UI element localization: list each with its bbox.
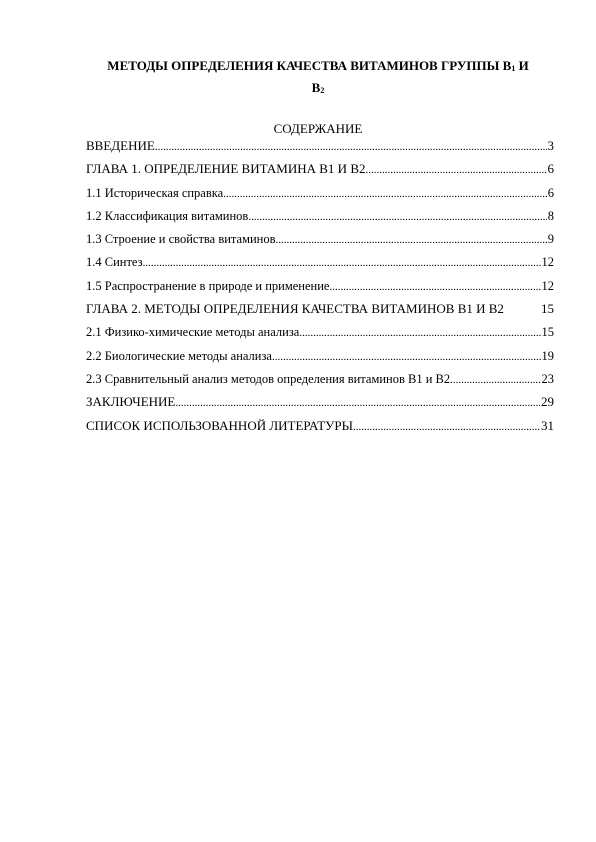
toc-entry-page: 31 [541,417,554,433]
toc-entry-text: 2.1 Физико-химические методы анализа [86,325,300,340]
toc-leader-dots [272,349,541,365]
toc-entry-chapter-1[interactable] [86,161,554,184]
toc-leader-dots [329,279,540,295]
toc-entry-page: 12 [541,278,554,293]
toc-entry-text: ВВЕДЕНИЕ [86,138,155,153]
toc-entry-references[interactable] [86,418,554,441]
toc-leader-dots [175,395,540,411]
title-main: МЕТОДЫ ОПРЕДЕЛЕНИЯ КАЧЕСТВА ВИТАМИНОВ ГРУППЫ В [107,58,512,73]
toc-entry-page: 9 [547,232,554,247]
toc-entry-chapter-2[interactable] [86,301,554,324]
toc-entry-1-2[interactable] [86,208,554,231]
toc-entry-text: 1.2 Классификация витаминов [86,208,249,223]
toc-entry-text: 1.5 Распространение в природе и применение [86,278,330,293]
toc-entry-page: 29 [541,394,554,410]
toc-entry-conclusion[interactable] [86,394,554,417]
toc-entry-page: 19 [541,348,554,363]
toc-entry-page: 6 [547,185,554,200]
toc-leader-dots [155,139,547,155]
toc-leader-dots [143,255,541,271]
toc-entry-text: 1.3 Строение и свойства витаминов [86,232,276,247]
toc-entry-page: 3 [547,138,554,153]
toc-leader-dots [223,186,547,202]
document-title [80,56,556,100]
toc-entry-page: 12 [541,255,554,270]
toc-entry-2-2[interactable] [86,348,554,371]
toc-entry-page: 6 [547,161,554,177]
table-of-contents [86,138,554,441]
toc-entry-text: 2.3 Сравнительный анализ методов определения витаминов В1 и В2 [86,371,451,386]
title-b: В [311,80,321,95]
toc-entry-text: 1.4 Синтез [86,255,143,270]
toc-entry-1-3[interactable] [86,231,554,254]
toc-entry-2-3[interactable] [86,371,554,394]
title-subscript-1: 1 [511,64,516,73]
toc-leader-dots [450,372,540,388]
toc-entry-1-5[interactable] [86,278,554,301]
toc-entry-page: 23 [541,371,554,386]
toc-entry-text: 1.1 Историческая справка [86,185,224,200]
toc-entry-text: ГЛАВА 1. ОПРЕДЕЛЕНИЕ ВИТАМИНА В1 И В2 [86,161,366,177]
toc-leader-dots [353,419,540,435]
toc-entry-introduction[interactable] [86,138,554,161]
toc-entry-text: ЗАКЛЮЧЕНИЕ [86,394,176,410]
toc-entry-text: ГЛАВА 2. МЕТОДЫ ОПРЕДЕЛЕНИЯ КАЧЕСТВА ВИТАМИНОВ В1 И В2 [86,301,504,317]
toc-leader-dots [276,232,547,248]
toc-entry-page: 8 [547,208,554,223]
toc-leader-dots [366,162,547,178]
toc-entry-page: 15 [541,301,554,317]
toc-entry-page: 15 [541,325,554,340]
title-subscript-2: 2 [320,86,325,95]
toc-heading: СОДЕРЖАНИЕ [273,121,363,136]
toc-leader-dots [299,325,540,341]
toc-entry-text: 2.2 Биологические методы анализа [86,348,272,363]
toc-entry-1-4[interactable] [86,254,554,277]
title-and: И [515,58,529,73]
toc-entry-2-1[interactable] [86,324,554,347]
toc-entry-1-1[interactable] [86,185,554,208]
toc-leader-dots [248,209,546,225]
toc-entry-text: СПИСОК ИСПОЛЬЗОВАННОЙ ЛИТЕРАТУРЫ [86,417,353,433]
